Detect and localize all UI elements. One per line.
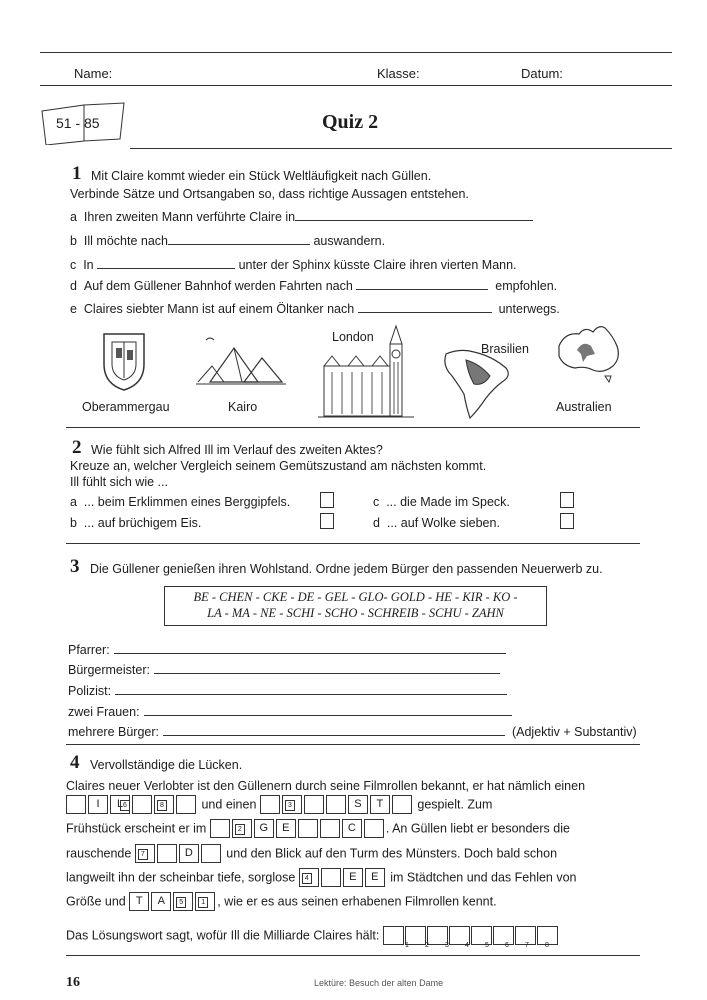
- page-title: Quiz 2: [322, 111, 379, 133]
- task4-solution: Das Lösungswort sagt, wofür Ill die Milliarde Claires hält:: [66, 926, 559, 945]
- letter-box[interactable]: 1: [195, 892, 215, 911]
- task4-line-3: Frühstück erscheint er im 2 G E C . An Güllen liebt er besonders die: [66, 819, 570, 838]
- title-rule: [130, 148, 672, 149]
- answer-line[interactable]: [154, 662, 500, 674]
- place-brasilien: Brasilien: [481, 342, 529, 356]
- section-rule: [66, 427, 640, 428]
- letter-box[interactable]: G: [254, 819, 274, 838]
- answer-line[interactable]: [358, 301, 492, 313]
- section-rule: [66, 744, 640, 745]
- south-america-map-icon: [440, 346, 520, 420]
- task3-row-buerger: mehrere Bürger: (Adjektiv + Substantiv): [68, 725, 637, 739]
- footer-source: Lektüre: Besuch der alten Dame: [314, 978, 444, 988]
- task2-intro2: Kreuze an, welcher Vergleich seinem Gemütszustand am nächsten kommt.: [70, 459, 487, 473]
- task2-option-b: b ... auf brüchigem Eis.: [70, 516, 202, 530]
- syllables-line-2: LA - MA - NE - SCHI - SCHO - SCHREIB - SCHU - ZAHN: [207, 606, 504, 620]
- task1-item-a: a Ihren zweiten Mann verführte Claire in: [70, 209, 533, 224]
- letter-box[interactable]: T: [370, 795, 390, 814]
- letter-box[interactable]: [392, 795, 412, 814]
- letter-box[interactable]: C: [342, 819, 362, 838]
- letter-box[interactable]: D: [179, 844, 199, 863]
- class-label: Klasse:: [377, 66, 420, 81]
- place-oberammergau: Oberammergau: [82, 400, 170, 414]
- letter-box[interactable]: 2: [232, 819, 252, 838]
- answer-line[interactable]: [295, 209, 533, 221]
- letter-box[interactable]: E: [365, 868, 385, 887]
- task3-row-pfarrer: Pfarrer:: [68, 642, 506, 657]
- oberammergau-crest-icon: [100, 330, 148, 392]
- task3-note: (Adjektiv + Substantiv): [511, 725, 637, 739]
- task1-intro1: Mit Claire kommt wieder ein Stück Weltläufigkeit nach Güllen.: [91, 169, 432, 183]
- letter-box[interactable]: [298, 819, 318, 838]
- syllable-box: [164, 586, 547, 626]
- letter-box[interactable]: 3: [282, 795, 302, 814]
- pyramids-icon: [196, 330, 286, 392]
- place-australien: Australien: [556, 400, 612, 414]
- letter-box[interactable]: I: [88, 795, 108, 814]
- letter-box[interactable]: E: [276, 819, 296, 838]
- task1-number: 1: [72, 163, 82, 184]
- name-label: Name:: [74, 66, 113, 81]
- task4-line-1: Claires neuer Verlobter ist den Güllenern durch seine Filmrollen bekannt, er hat nämlich einen: [66, 779, 586, 793]
- task2-intro1: Wie fühlt sich Alfred Ill im Verlauf des zweiten Aktes?: [91, 443, 383, 457]
- task1-item-e: e Claires siebter Mann ist auf einem Öltanker nach unterwegs.: [70, 302, 560, 316]
- letter-box[interactable]: [66, 795, 86, 814]
- place-kairo: Kairo: [228, 400, 258, 414]
- bottom-rule: [66, 955, 640, 956]
- task2-intro3: Ill fühlt sich wie ...: [70, 475, 168, 489]
- syllables-line-1: BE - CHEN - CKE - DE - GEL - GLO- GOLD - HE - KIR - KO -: [193, 590, 518, 604]
- answer-line[interactable]: [163, 724, 505, 736]
- checkbox-a[interactable]: [320, 492, 334, 508]
- task2-option-a: a ... beim Erklimmen eines Berggipfels.: [70, 495, 291, 509]
- letter-box[interactable]: E: [343, 868, 363, 887]
- task1-item-c: c In unter der Sphinx küsste Claire ihren vierten Mann.: [70, 258, 517, 272]
- task2-option-c: c ... die Made im Speck.: [373, 495, 510, 509]
- letter-box[interactable]: 7: [135, 844, 155, 863]
- place-london: London: [332, 330, 374, 344]
- solution-box[interactable]: [383, 926, 404, 945]
- letter-box[interactable]: [364, 819, 384, 838]
- task4-line-6: Größe und T A 5 1 , wie er es aus seinen erhabenen Filmrollen kennt.: [66, 892, 497, 911]
- letter-box[interactable]: [320, 819, 340, 838]
- task4-intro: Vervollständige die Lücken.: [90, 758, 243, 772]
- task4-line-4: rauschende 7 D und den Blick auf den Turm des Münsters. Doch bald schon: [66, 844, 557, 863]
- answer-line[interactable]: [114, 642, 506, 654]
- task3-row-polizist: Polizist:: [68, 683, 507, 698]
- letter-box[interactable]: [260, 795, 280, 814]
- page-range: 51 - 85: [56, 115, 100, 131]
- checkbox-d[interactable]: [560, 513, 574, 529]
- letter-box[interactable]: [157, 844, 177, 863]
- task2-option-d: d ... auf Wolke sieben.: [373, 516, 500, 530]
- task1-item-d: d Auf dem Güllener Bahnhof werden Fahrten nach empfohlen.: [70, 279, 558, 293]
- letter-box[interactable]: [210, 819, 230, 838]
- letter-box[interactable]: [304, 795, 324, 814]
- australia-map-icon: [555, 322, 623, 384]
- letter-box[interactable]: [321, 868, 341, 887]
- page-number: 16: [66, 975, 80, 990]
- task2-number: 2: [72, 437, 82, 458]
- answer-line[interactable]: [144, 704, 512, 716]
- task3-row-frauen: zwei Frauen:: [68, 704, 512, 719]
- big-ben-icon: [318, 322, 414, 420]
- letter-box[interactable]: L 6: [110, 795, 130, 814]
- task3-row-buergermeister: Bürgermeister:: [68, 662, 500, 677]
- task1-item-b: b Ill möchte nach auswandern.: [70, 234, 386, 248]
- task4-line-5: langweilt ihn der scheinbar tiefe, sorglose 4 E E im Städtchen und das Fehlen von: [66, 868, 577, 887]
- letter-box[interactable]: A: [151, 892, 171, 911]
- letter-box[interactable]: 5: [173, 892, 193, 911]
- answer-line[interactable]: [356, 278, 488, 290]
- letter-box[interactable]: 4: [299, 868, 319, 887]
- answer-line[interactable]: [97, 257, 235, 269]
- letter-box[interactable]: [132, 795, 152, 814]
- task4-line-2: I L 6 8 und einen 3 S T gespielt. Zum: [66, 795, 492, 814]
- checkbox-b[interactable]: [320, 513, 334, 529]
- letter-box[interactable]: T: [129, 892, 149, 911]
- answer-line[interactable]: [168, 233, 310, 245]
- letter-box[interactable]: [176, 795, 196, 814]
- task4-number: 4: [70, 752, 80, 773]
- checkbox-c[interactable]: [560, 492, 574, 508]
- letter-box[interactable]: 8: [154, 795, 174, 814]
- answer-line[interactable]: [115, 683, 507, 695]
- date-label: Datum:: [521, 66, 563, 81]
- task1-intro2: Verbinde Sätze und Ortsangaben so, dass richtige Aussagen entstehen.: [70, 187, 469, 201]
- section-rule: [66, 543, 640, 544]
- letter-box[interactable]: [201, 844, 221, 863]
- letter-box[interactable]: S: [348, 795, 368, 814]
- solution-numbers: 1 2 3 4 5 6 7 8: [405, 942, 549, 949]
- header-frame: [40, 52, 672, 86]
- letter-box[interactable]: [326, 795, 346, 814]
- task3-number: 3: [70, 556, 80, 577]
- task3-intro: Die Güllener genießen ihren Wohlstand. Ordne jedem Bürger den passenden Neuerwerb zu.: [90, 562, 603, 576]
